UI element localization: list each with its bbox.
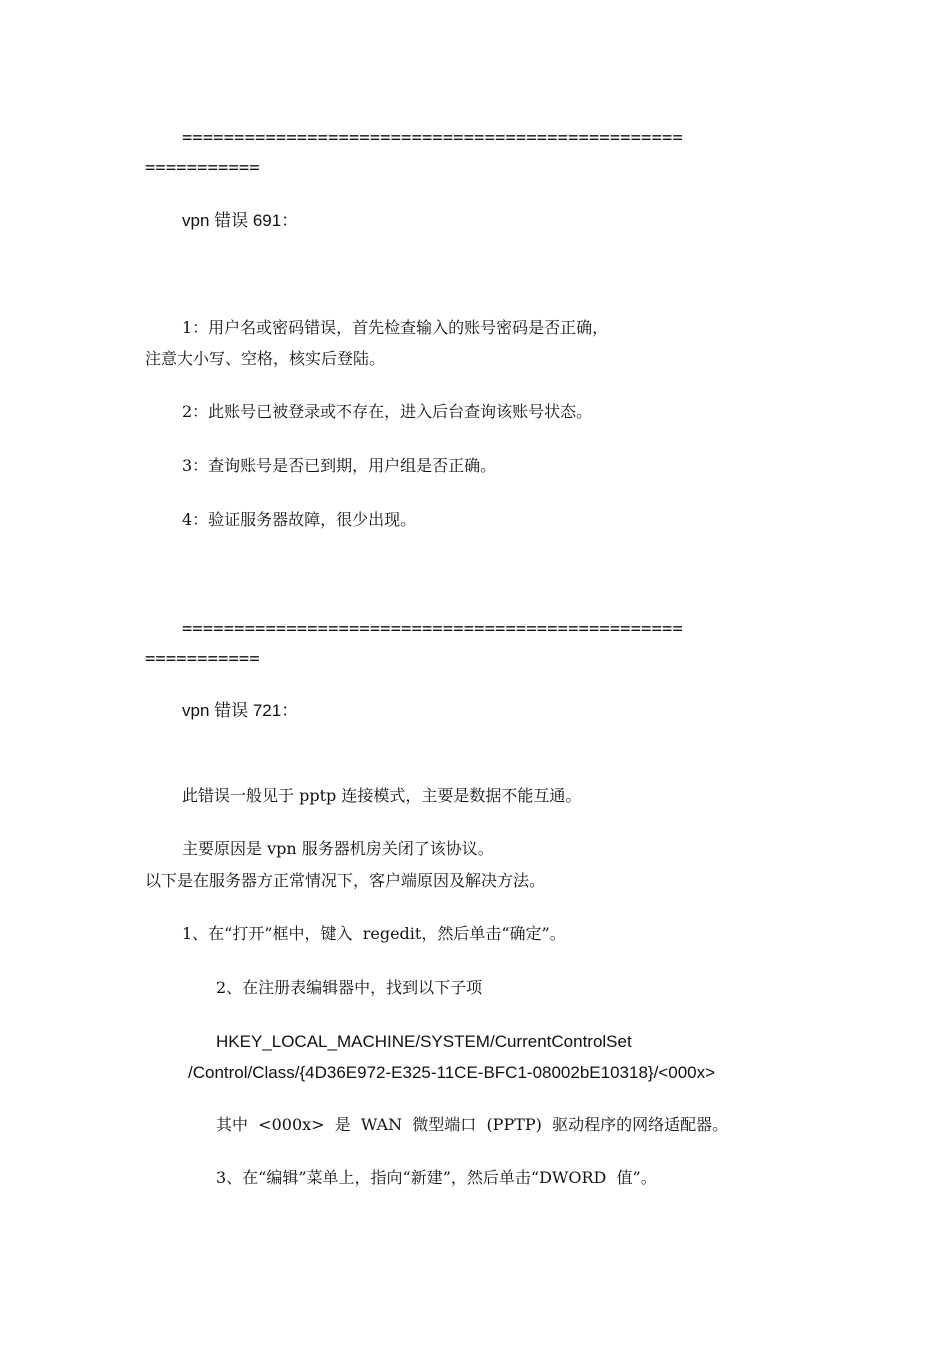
paragraph-721-cause: 主要原因是 vpn 服务器机房关闭了该协议。: [182, 839, 494, 858]
heading-vpn-error-721: vpn 错误 721：: [182, 701, 299, 720]
step-2: 2、在注册表编辑器中，找到以下子项: [216, 978, 483, 997]
separator-line-continuation: ===========: [145, 158, 260, 178]
heading-vpn-error-691: vpn 错误 691：: [182, 211, 299, 230]
separator-line: ================================================: [182, 128, 683, 148]
separator-line-continuation: ===========: [145, 649, 260, 669]
paragraph-691-item-2: 2：此账号已被登录或不存在，进入后台查询该账号状态。: [182, 402, 593, 421]
paragraph-721-description: 此错误一般见于 pptp 连接模式，主要是数据不能互通。: [182, 786, 582, 805]
paragraph-691-item-4: 4：验证服务器故障，很少出现。: [182, 510, 417, 529]
paragraph-721-cause-continuation: 以下是在服务器方正常情况下，客户端原因及解决方法。: [145, 871, 546, 890]
registry-path-line-1: HKEY_LOCAL_MACHINE/SYSTEM/CurrentControlSet: [216, 1032, 632, 1051]
registry-path-line-2: /Control/Class/{4D36E972-E325-11CE-BFC1-08002bE10318}/<000x>: [188, 1063, 716, 1082]
registry-note: 其中 <000x> 是 WAN 微型端口 (PPTP) 驱动程序的网络适配器。: [216, 1115, 729, 1134]
paragraph-691-item-1: 1：用户名或密码错误，首先检查输入的账号密码是否正确，: [182, 318, 609, 337]
paragraph-691-item-3: 3：查询账号是否已到期，用户组是否正确。: [182, 456, 497, 475]
step-1: 1、在“打开”框中，键入 regedit，然后单击“确定”。: [182, 924, 566, 943]
paragraph-691-item-1-continuation: 注意大小写、空格，核实后登陆。: [145, 349, 386, 368]
step-3: 3、在“编辑”菜单上，指向“新建”，然后单击“DWORD 值”。: [216, 1168, 657, 1187]
separator-line: ================================================: [182, 619, 683, 639]
